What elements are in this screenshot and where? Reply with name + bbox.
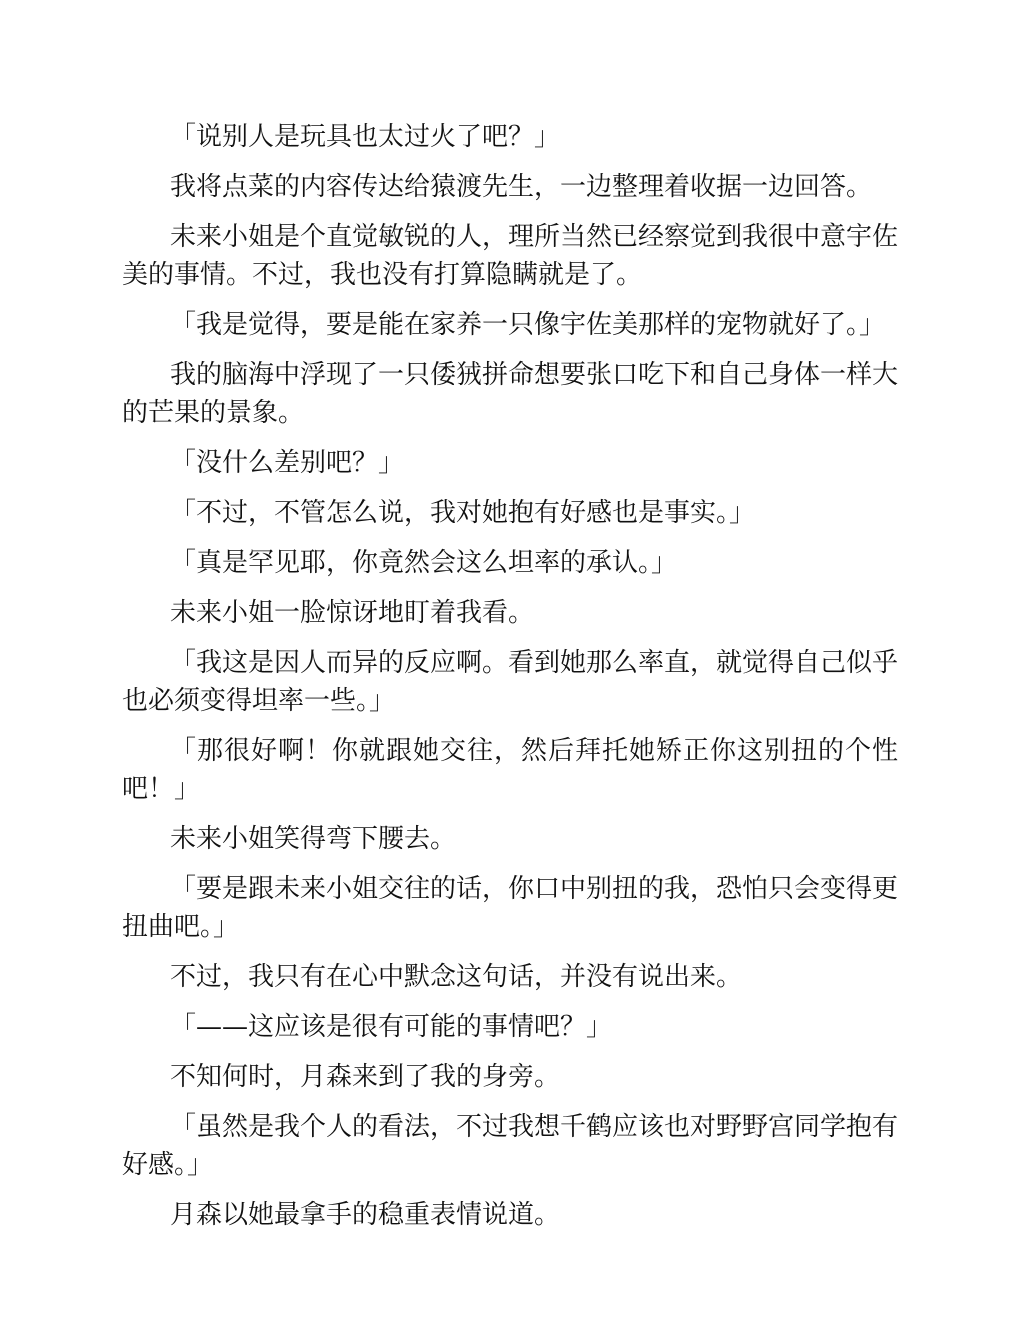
paragraph: 「我这是因人而异的反应啊。看到她那么率直，就觉得自己似乎也必须变得坦率一些。」 <box>122 648 899 716</box>
paragraph: 「那很好啊！你就跟她交往，然后拜托她矫正你这别扭的个性吧！」 <box>122 736 898 804</box>
paragraph: 「——这应该是很有可能的事情吧？」 <box>170 1012 613 1042</box>
paragraph: 不过，我只有在心中默念这句话，并没有说出来。 <box>170 962 743 992</box>
paragraph: 月森以她最拿手的稳重表情说道。 <box>170 1200 561 1230</box>
paragraph: 未来小姐是个直觉敏锐的人，理所当然已经察觉到我很中意宇佐美的事情。不过，我也没有打算隐瞒就是了。 <box>122 222 899 290</box>
paragraph: 「不过，不管怎么说，我对她抱有好感也是事实。」 <box>170 498 756 528</box>
paragraph: 「真是罕见耶，你竟然会这么坦率的承认。」 <box>170 548 678 578</box>
paragraph: 未来小姐一脸惊讶地盯着我看。 <box>170 598 535 628</box>
paragraph: 未来小姐笑得弯下腰去。 <box>170 824 457 854</box>
paragraph: 「没什么差别吧？」 <box>170 448 405 478</box>
paragraph: 「要是跟未来小姐交往的话，你口中别扭的我，恐怕只会变得更扭曲吧。」 <box>122 874 899 942</box>
paragraph: 「我是觉得，要是能在家养一只像宇佐美那样的宠物就好了。」 <box>170 310 886 340</box>
paragraph: 不知何时，月森来到了我的身旁。 <box>170 1062 561 1092</box>
paragraph: 「说别人是玩具也太过火了吧？」 <box>170 122 561 152</box>
paragraph: 我的脑海中浮现了一只倭狨拼命想要张口吃下和自己身体一样大的芒果的景象。 <box>122 360 899 428</box>
paragraph: 「虽然是我个人的看法，不过我想千鹤应该也对野野宫同学抱有好感。」 <box>122 1112 899 1180</box>
text-body <box>122 118 898 1246</box>
paragraph: 我将点菜的内容传达给猿渡先生，一边整理着收据一边回答。 <box>170 172 873 202</box>
